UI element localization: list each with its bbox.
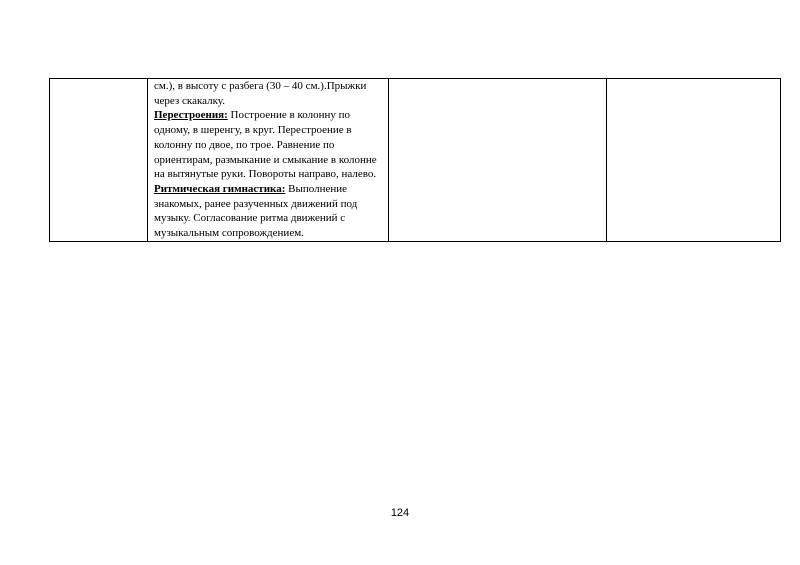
table-cell-4 [607,79,781,242]
table-row [50,79,781,242]
rhythmic-gymnastics-text: Выполнение знакомых, ранее разученных движений под музыку. Согласование ритма движений с музыкальным сопровождением. [154,182,358,240]
cell-content [148,79,388,241]
table-cell-3 [389,79,607,242]
table-cell-1 [50,79,148,242]
rhythmic-gymnastics-heading: Ритмическая гимнастика: [154,182,286,195]
content-table [49,78,781,242]
page-number: 124 [390,507,410,519]
table-cell-2 [148,79,389,242]
rebuilding-text: Построение в колонну по одному, в шеренгу, в круг. Перестроение в колонну по двое, по трое. Равнение по ориентирам, размыкание и смыкание в колонне на вытянутые руки. Повороты направо, налево. [154,109,377,181]
rhythmic-gymnastics-paragraph [154,182,385,241]
rebuilding-heading: Перестроения: [154,109,228,122]
intro-paragraph: см.), в высоту с разбега (30 – 40 см.).Прыжки через скакалку. [154,80,367,107]
rebuilding-paragraph [154,108,385,182]
